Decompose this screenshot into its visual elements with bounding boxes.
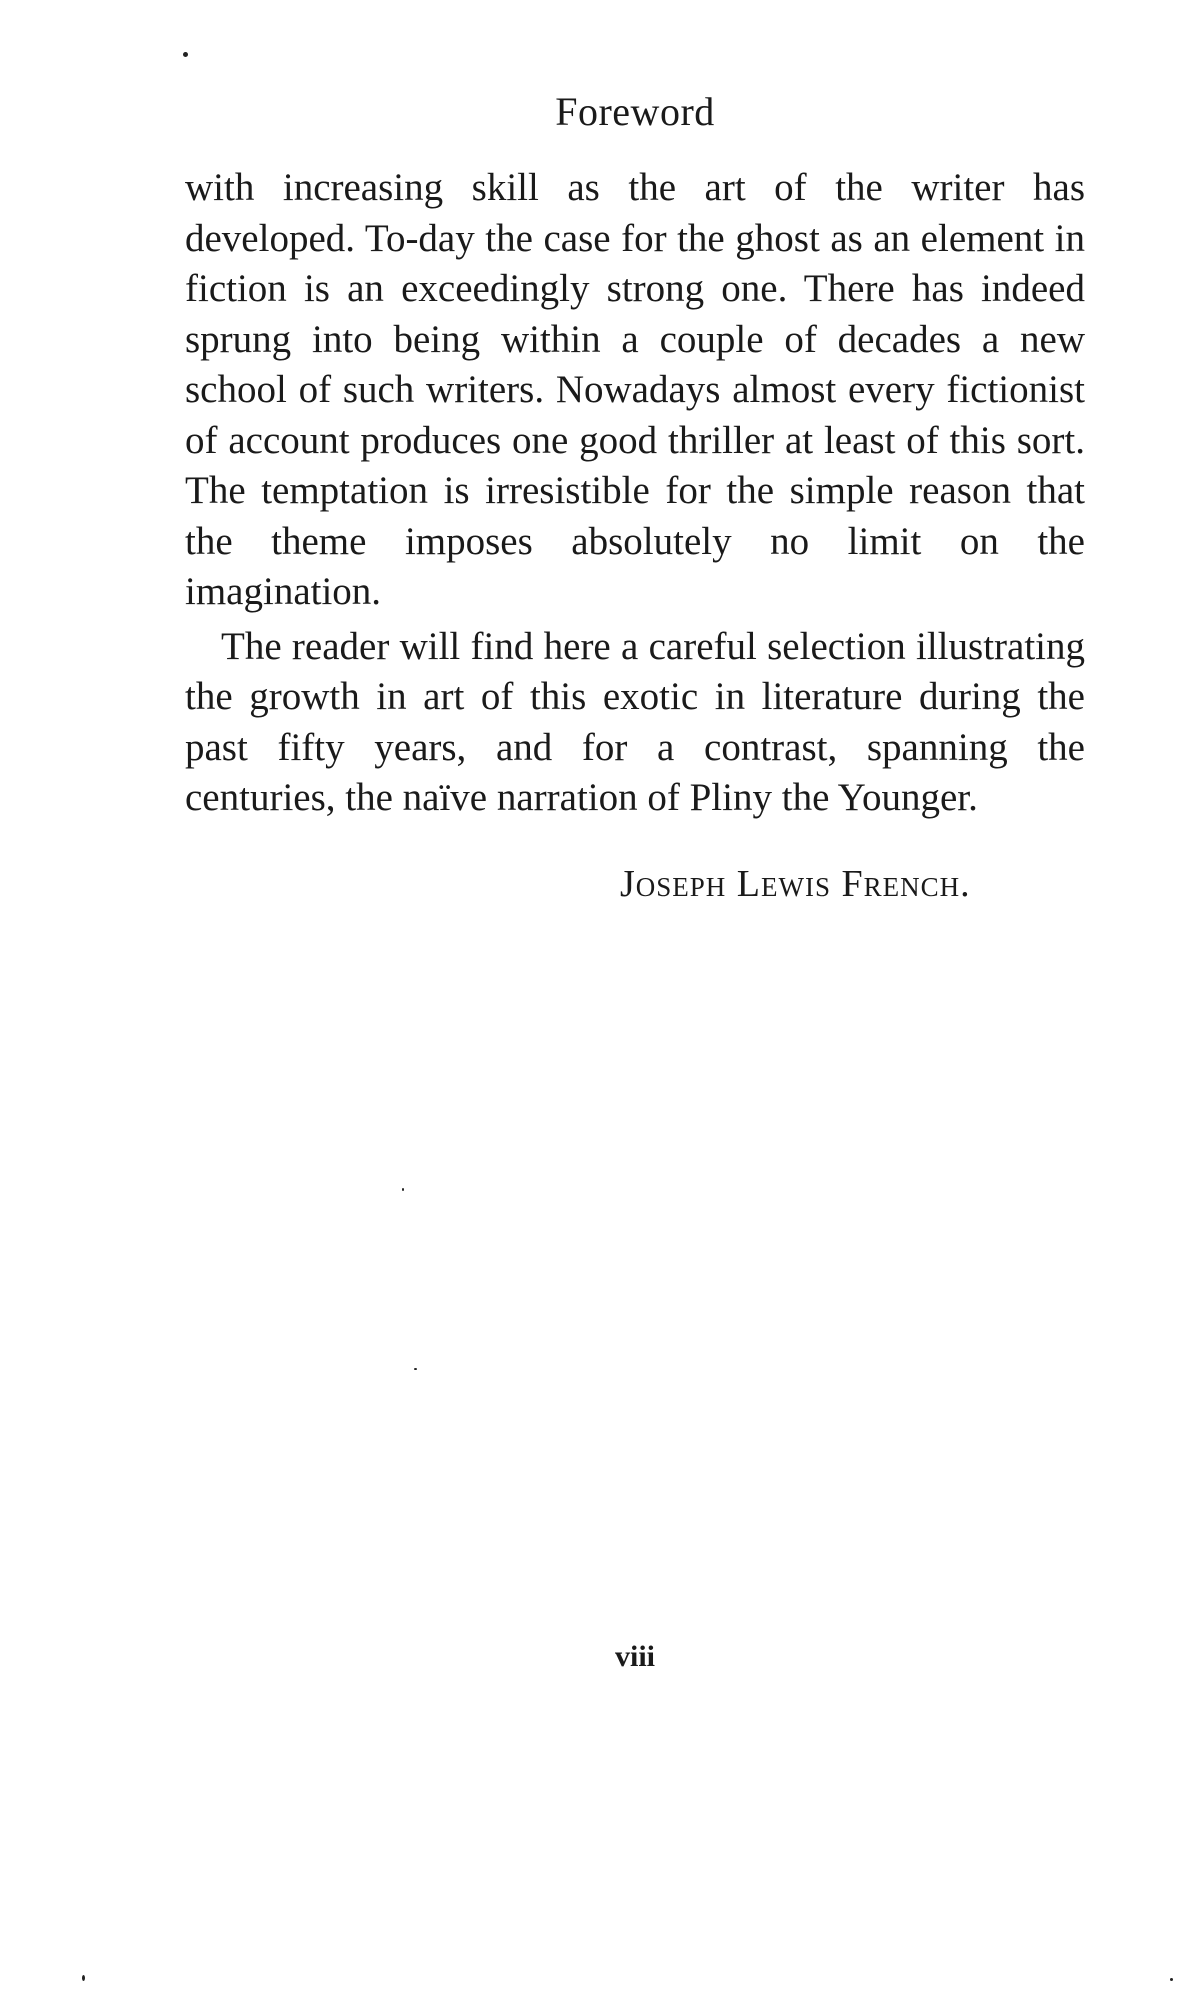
scan-speck (1170, 1978, 1173, 1981)
running-head: Foreword (555, 89, 715, 134)
body-text (185, 163, 1085, 824)
paragraph: The reader will find here a careful selection illustrating the growth in art of this exotic in literature during the past fifty years, and for a contrast, spanning the centuries, the naïve narration of Pliny the Younger. (185, 624, 1085, 819)
page-number: viii (614, 1640, 655, 1673)
scan-speck (82, 1975, 85, 1981)
author-signature: Joseph Lewis French. (620, 863, 971, 905)
paragraph: with increasing skill as the art of the writer has developed. To-day the case for the ghost as an element in fiction is an exceedingly strong one. There has indeed sprung into being within a couple of decades a new school of such writers. Nowadays almost every fictionist of account produces one good thriller at least of this sort. The temptation is irresistible for the simple reason that the theme imposes absolutely no limit on the imagination. (185, 166, 1085, 613)
scan-speck (402, 1188, 404, 1191)
scan-speck (183, 52, 188, 57)
scan-speck (414, 1368, 417, 1370)
